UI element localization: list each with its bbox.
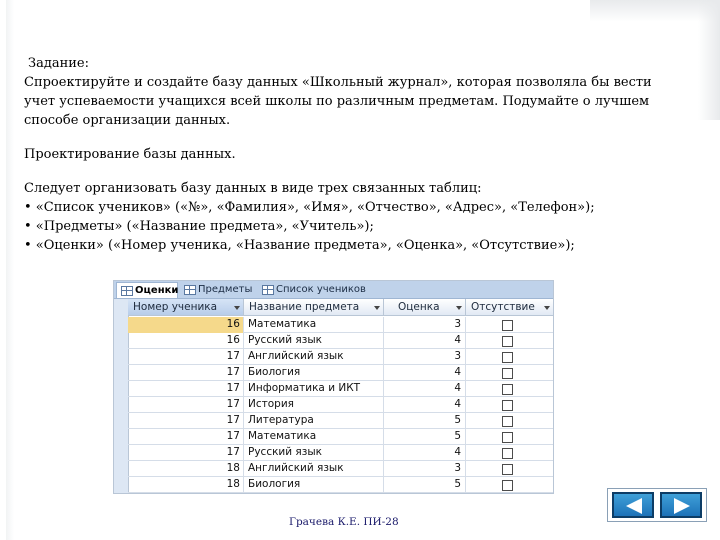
cell-student-number[interactable]: 17 xyxy=(128,397,244,413)
tab-students[interactable]: Список учеников xyxy=(258,282,384,298)
cell-grade[interactable]: 5 xyxy=(384,413,466,429)
bullet-item: • «Оценки» («Номер ученика, «Название предмета», «Оценка», «Отсутствие»); xyxy=(24,238,575,253)
table-row[interactable] xyxy=(128,333,554,349)
table-row[interactable] xyxy=(128,477,554,493)
table-row[interactable] xyxy=(128,365,554,381)
absence-checkbox[interactable] xyxy=(502,320,513,331)
cell-absence xyxy=(466,461,554,477)
cell-student-number[interactable]: 17 xyxy=(128,349,244,365)
cell-student-number[interactable]: 17 xyxy=(128,365,244,381)
next-slide-button[interactable] xyxy=(660,492,702,518)
cell-absence xyxy=(466,429,554,445)
absence-checkbox[interactable] xyxy=(502,464,513,475)
tab-grades[interactable]: Оценки xyxy=(116,282,178,298)
cell-grade[interactable]: 4 xyxy=(384,397,466,413)
task-text-line: Спроектируйте и создайте базу данных «Школьный журнал», которая позволяла бы вести xyxy=(24,75,652,90)
cell-absence xyxy=(466,317,554,333)
absence-checkbox[interactable] xyxy=(502,352,513,363)
cell-subject[interactable]: Математика xyxy=(244,429,384,445)
absence-checkbox[interactable] xyxy=(502,368,513,379)
absence-checkbox[interactable] xyxy=(502,336,513,347)
cell-grade[interactable]: 5 xyxy=(384,477,466,493)
cell-subject[interactable]: Биология xyxy=(244,365,384,381)
author-footer: Грачева К.Е. ПИ-28 xyxy=(289,516,399,528)
cell-absence xyxy=(466,333,554,349)
chevron-down-icon[interactable] xyxy=(456,306,462,310)
arrow-left-icon xyxy=(626,498,642,514)
cell-student-number[interactable]: 18 xyxy=(128,477,244,493)
task-text-line: учет успеваемости учащихся всей школы по различным предметам. Подумайте о лучшем xyxy=(24,94,650,109)
table-row[interactable] xyxy=(128,429,554,445)
cell-student-number[interactable]: 17 xyxy=(128,429,244,445)
cell-grade[interactable]: 3 xyxy=(384,317,466,333)
cell-absence xyxy=(466,477,554,493)
slide-text xyxy=(24,54,684,255)
table-row[interactable] xyxy=(128,349,554,365)
cell-absence xyxy=(466,349,554,365)
cell-absence xyxy=(466,445,554,461)
chevron-down-icon[interactable] xyxy=(374,306,380,310)
bullet-item: • «Список учеников» («№», «Фамилия», «Имя», «Отчество», «Адрес», «Телефон»); xyxy=(24,200,595,215)
absence-checkbox[interactable] xyxy=(502,384,513,395)
task-text-line: способе организации данных. xyxy=(24,113,231,128)
table-icon xyxy=(184,285,196,295)
cell-student-number[interactable]: 16 xyxy=(128,317,244,333)
table-row[interactable] xyxy=(128,317,554,333)
row-selector-column[interactable] xyxy=(114,299,129,494)
cell-subject[interactable]: Английский язык xyxy=(244,461,384,477)
absence-checkbox[interactable] xyxy=(502,400,513,411)
cell-absence xyxy=(466,413,554,429)
cell-subject[interactable]: Русский язык xyxy=(244,445,384,461)
cell-grade[interactable]: 5 xyxy=(384,429,466,445)
table-row[interactable] xyxy=(128,413,554,429)
absence-checkbox[interactable] xyxy=(502,480,513,491)
absence-checkbox[interactable] xyxy=(502,432,513,443)
nav-button-group xyxy=(607,488,707,522)
table-row[interactable] xyxy=(128,461,554,477)
cell-subject[interactable]: История xyxy=(244,397,384,413)
cell-student-number[interactable]: 17 xyxy=(128,413,244,429)
slide-corner-decoration xyxy=(698,0,720,120)
previous-slide-button[interactable] xyxy=(612,492,654,518)
cell-student-number[interactable]: 18 xyxy=(128,461,244,477)
bullet-item: • «Предметы» («Название предмета», «Учитель»); xyxy=(24,219,374,234)
cell-grade[interactable]: 4 xyxy=(384,333,466,349)
cell-grade[interactable]: 3 xyxy=(384,349,466,365)
cell-student-number[interactable]: 17 xyxy=(128,381,244,397)
cell-subject[interactable]: Информатика и ИКТ xyxy=(244,381,384,397)
arrow-right-icon xyxy=(674,498,690,514)
cell-subject[interactable]: Математика xyxy=(244,317,384,333)
cell-grade[interactable]: 4 xyxy=(384,381,466,397)
column-header-subject[interactable]: Название предмета xyxy=(244,299,384,316)
cell-subject[interactable]: Биология xyxy=(244,477,384,493)
cell-subject[interactable]: Литература xyxy=(244,413,384,429)
tab-subjects[interactable]: Предметы xyxy=(180,282,256,298)
tables-intro: Следует организовать базу данных в виде трех связанных таблиц: xyxy=(24,181,482,196)
table-icon xyxy=(262,285,274,295)
absence-checkbox[interactable] xyxy=(502,416,513,427)
cell-absence xyxy=(466,365,554,381)
cell-absence xyxy=(466,397,554,413)
chevron-down-icon[interactable] xyxy=(544,306,550,310)
chevron-down-icon[interactable] xyxy=(234,306,240,310)
object-tab-bar xyxy=(114,281,553,299)
table-row[interactable] xyxy=(128,381,554,397)
table-row[interactable] xyxy=(128,397,554,413)
cell-subject[interactable]: Русский язык xyxy=(244,333,384,349)
cell-grade[interactable]: 4 xyxy=(384,445,466,461)
cell-absence xyxy=(466,381,554,397)
absence-checkbox[interactable] xyxy=(502,448,513,459)
cell-subject[interactable]: Английский язык xyxy=(244,349,384,365)
access-datasheet xyxy=(113,280,554,494)
cell-student-number[interactable]: 16 xyxy=(128,333,244,349)
column-header-student-number[interactable]: Номер ученика xyxy=(128,299,244,316)
cell-student-number[interactable]: 17 xyxy=(128,445,244,461)
cell-grade[interactable]: 3 xyxy=(384,461,466,477)
task-heading: Задание: xyxy=(28,56,90,71)
design-heading: Проектирование базы данных. xyxy=(24,147,236,162)
cell-grade[interactable]: 4 xyxy=(384,365,466,381)
table-row[interactable] xyxy=(128,445,554,461)
column-header-grade[interactable]: Оценка xyxy=(384,299,466,316)
table-icon xyxy=(121,286,133,296)
column-header-absence[interactable]: Отсутствие xyxy=(466,299,554,316)
slide-edge-decoration xyxy=(6,0,14,540)
